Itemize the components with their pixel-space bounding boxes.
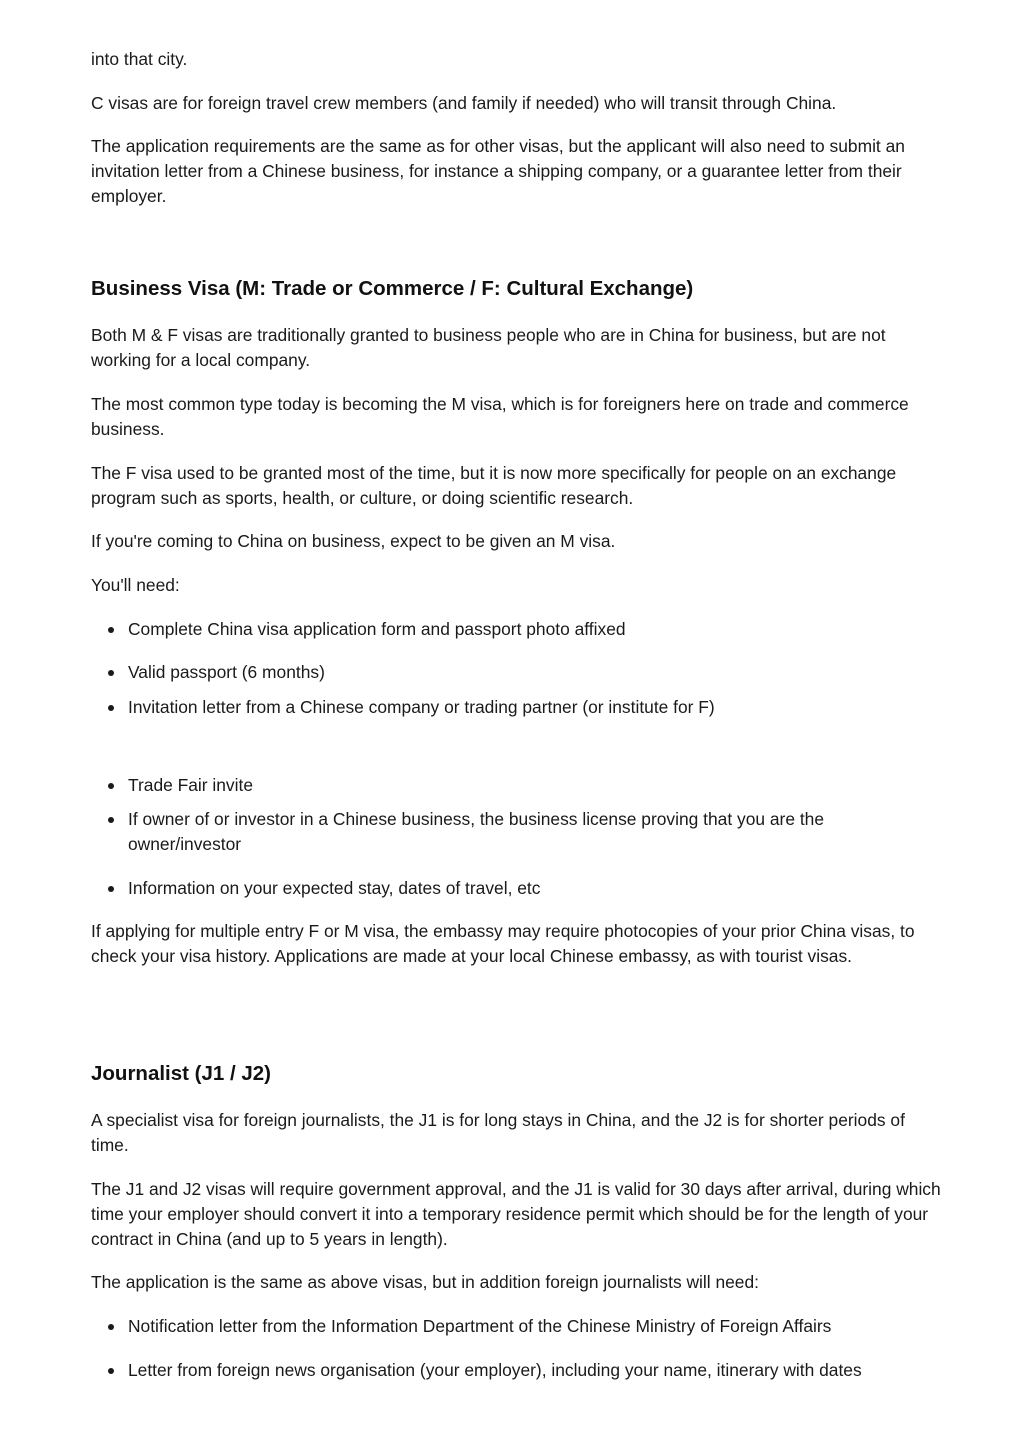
journalist-paragraph-3: The application is the same as above visas, but in addition foreign journalists will need: bbox=[91, 1272, 759, 1292]
list-item: Notification letter from the Information Department of the Chinese Ministry of Foreign Affairs bbox=[128, 1314, 928, 1339]
list-item: If owner of or investor in a Chinese business, the business license proving that you are the owner/investor bbox=[128, 807, 928, 857]
business-paragraph-6: If applying for multiple entry F or M visa, the embassy may require photocopies of your prior China visas, to check your visa history. Applications are made at your local Chinese embassy, as with tourist visas. bbox=[91, 921, 915, 966]
list-item: Invitation letter from a Chinese company or trading partner (or institute for F) bbox=[128, 695, 928, 720]
list-item: Trade Fair invite bbox=[128, 773, 928, 798]
list-item: Complete China visa application form and passport photo affixed bbox=[128, 617, 928, 642]
intro-paragraph-3: The application requirements are the same as for other visas, but the applicant will also need to submit an invitation letter from a Chinese business, for instance a shipping company, or a guarantee letter from their employer. bbox=[91, 136, 905, 206]
business-paragraph-1: Both M & F visas are traditionally granted to business people who are in China for business, but are not working for a local company. bbox=[91, 325, 886, 370]
list-item: Letter from foreign news organisation (your employer), including your name, itinerary with dates bbox=[128, 1358, 928, 1383]
intro-paragraph-1: into that city. bbox=[91, 49, 188, 69]
list-item: Valid passport (6 months) bbox=[128, 660, 928, 685]
business-paragraph-2: The most common type today is becoming the M visa, which is for foreigners here on trade and commerce business. bbox=[91, 394, 909, 439]
business-paragraph-3: The F visa used to be granted most of the time, but it is now more specifically for people on an exchange program such as sports, health, or culture, or doing scientific research. bbox=[91, 463, 897, 508]
business-paragraph-5: You'll need: bbox=[91, 575, 180, 595]
intro-paragraph-2: C visas are for foreign travel crew members (and family if needed) who will transit through China. bbox=[91, 93, 837, 113]
journalist-heading: Journalist (J1 / J2) bbox=[91, 1062, 272, 1085]
business-visa-heading: Business Visa (M: Trade or Commerce / F: Cultural Exchange) bbox=[91, 277, 694, 300]
journalist-paragraph-1: A specialist visa for foreign journalists, the J1 is for long stays in China, and the J2 is for shorter periods of time. bbox=[91, 1110, 905, 1155]
journalist-paragraph-2: The J1 and J2 visas will require government approval, and the J1 is valid for 30 days after arrival, during which time your employer should convert it into a temporary residence permit which should be for the length of your contract in China (and up to 5 years in length). bbox=[91, 1179, 941, 1249]
list-item: Information on your expected stay, dates of travel, etc bbox=[128, 876, 928, 901]
business-paragraph-4: If you're coming to China on business, expect to be given an M visa. bbox=[91, 531, 616, 551]
